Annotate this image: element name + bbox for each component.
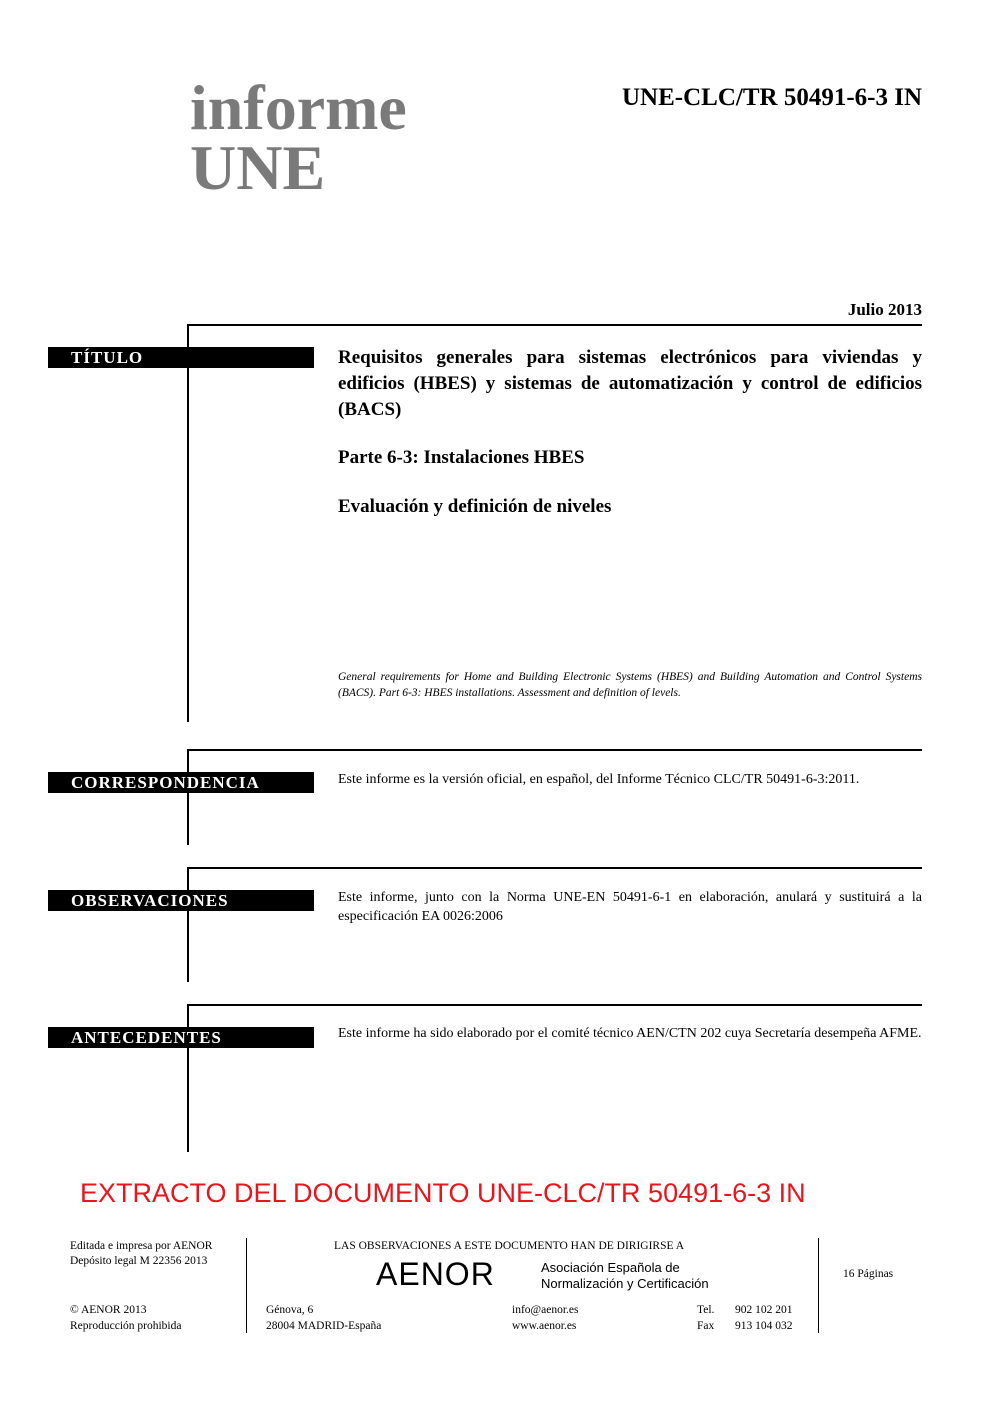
correspondencia-text: Este informe es la versión oficial, en español, del Informe Técnico CLC/TR 50491-6-3:2011.	[338, 772, 860, 787]
footer-address-2: 28004 MADRID-España	[266, 1320, 382, 1332]
aenor-full-name-1: Asociación Española de	[541, 1260, 680, 1275]
footer-divider-right	[818, 1238, 819, 1333]
footer-page-count: 16 Páginas	[843, 1268, 894, 1280]
footer-address-1: Génova, 6	[266, 1304, 314, 1316]
document-title: Requisitos generales para sistemas electrónicos para viviendas y edificios (HBES) y sistemas de automatización y control de edificios (BACS)	[338, 347, 922, 420]
correspondencia-label: CORRESPONDENCIA	[48, 772, 314, 793]
footer-tel-label: Tel.	[697, 1304, 715, 1316]
antecedentes-top-rule	[187, 1004, 922, 1006]
footer-email[interactable]: info@aenor.es	[512, 1304, 579, 1316]
aenor-logo: AENOR	[376, 1256, 495, 1292]
footer-web[interactable]: www.aenor.es	[512, 1320, 577, 1332]
footer-fax: 913 104 032	[735, 1320, 793, 1332]
document-part: Parte 6-3: Instalaciones HBES	[338, 447, 585, 468]
antecedentes-label: ANTECEDENTES	[48, 1027, 314, 1048]
correspondencia-top-rule	[187, 749, 922, 751]
antecedentes-text: Este informe ha sido elaborado por el comité técnico AEN/CTN 202 cuya Secretaría desempeña AFME.	[338, 1026, 922, 1041]
footer-reproduction: Reproducción prohibida	[70, 1320, 182, 1332]
titulo-label: TÍTULO	[48, 347, 314, 368]
footer-copyright: © AENOR 2013	[70, 1304, 147, 1316]
footer-observations-note: LAS OBSERVACIONES A ESTE DOCUMENTO HAN DE DIRIGIRSE A	[334, 1240, 685, 1252]
publication-date: Julio 2013	[847, 300, 922, 319]
observaciones-label: OBSERVACIONES	[48, 890, 314, 911]
footer-divider-left	[246, 1238, 247, 1333]
observaciones-top-rule	[187, 867, 922, 869]
logo-informe: informe	[190, 72, 407, 143]
correspondencia-vertical-rule	[187, 749, 189, 845]
observaciones-vertical-rule	[187, 867, 189, 982]
observaciones-text: Este informe, junto con la Norma UNE-EN 50491-6-1 en elaboración, anulará y sustituirá a la especificación EA 0026:2006	[338, 890, 922, 924]
document-code: UNE-CLC/TR 50491-6-3 IN	[622, 84, 922, 111]
logo-une: UNE	[190, 132, 326, 203]
english-title: General requirements for Home and Building Electronic Systems (HBES) and Building Automation and Control Systems (BACS). Part 6-3: HBES installations. Assessment and definition of levels.	[338, 671, 922, 699]
footer-tel: 902 102 201	[735, 1304, 793, 1316]
extract-watermark: EXTRACTO DEL DOCUMENTO UNE-CLC/TR 50491-6-3 IN	[80, 1178, 806, 1208]
footer-fax-label: Fax	[697, 1320, 715, 1332]
aenor-full-name-2: Normalización y Certificación	[541, 1276, 709, 1291]
document-subtitle: Evaluación y definición de niveles	[338, 496, 612, 517]
titulo-vertical-rule	[187, 324, 189, 722]
footer-edited: Editada e impresa por AENOR	[70, 1240, 213, 1252]
footer-deposit: Depósito legal M 22356 2013	[70, 1255, 208, 1267]
titulo-top-rule	[187, 324, 922, 326]
